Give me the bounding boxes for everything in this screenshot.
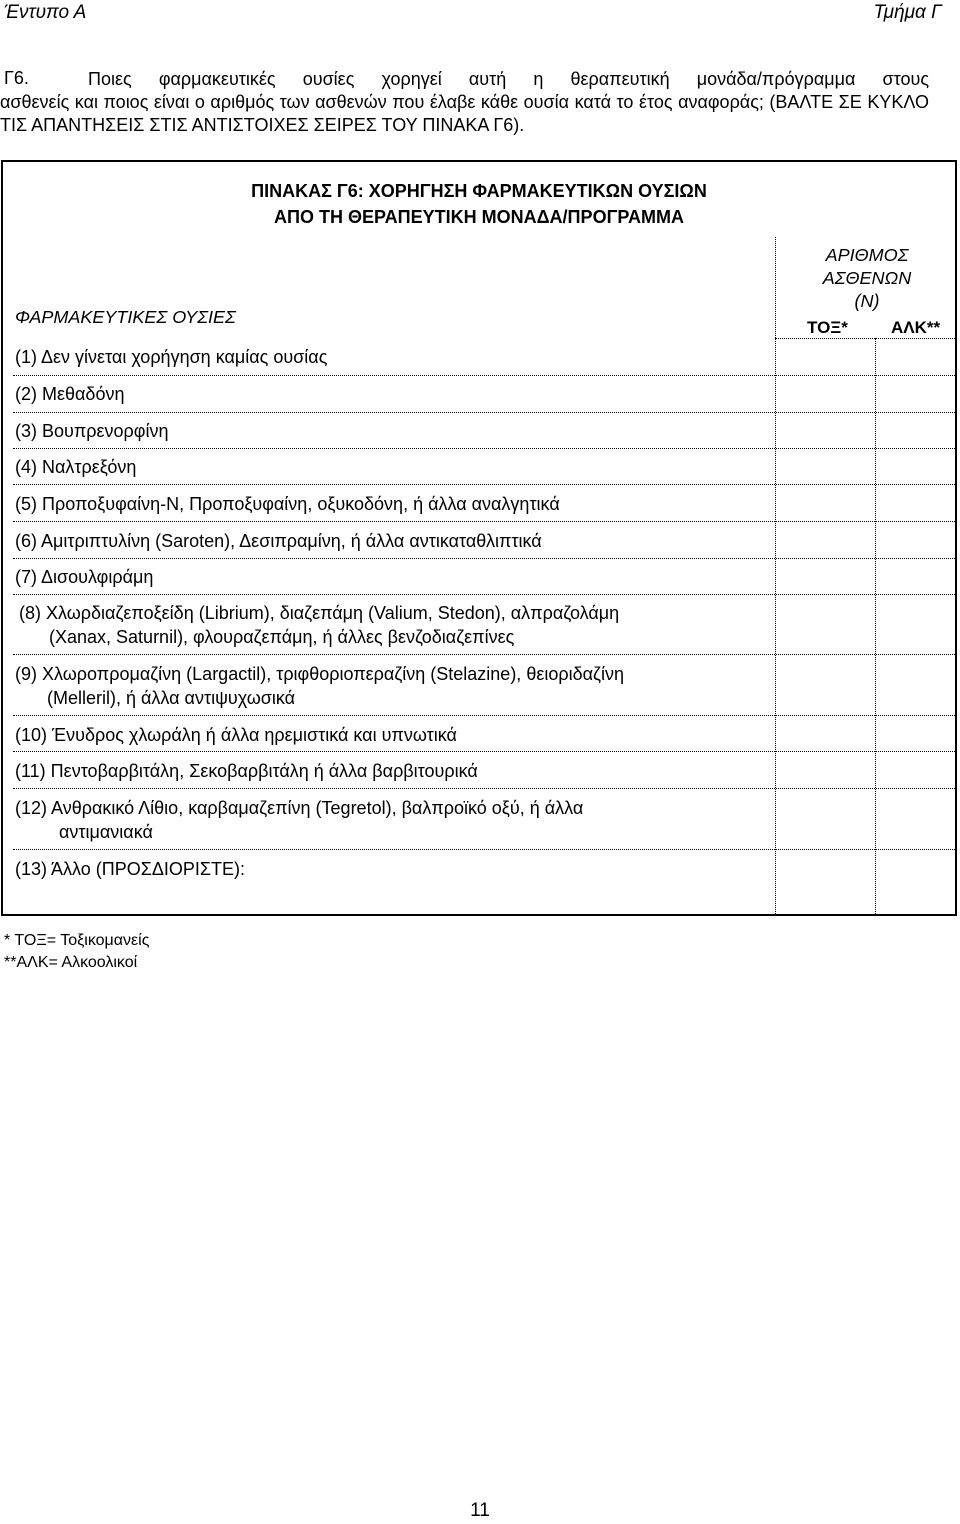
substance-row (15, 759, 775, 783)
substance-label: (4) Ναλτρεξόνη (15, 457, 137, 477)
substance-row (15, 382, 775, 406)
table-title (3, 178, 955, 230)
substance-label: (13) Άλλο (ΠΡΟΣΔΙΟΡΙΣΤΕ): (15, 859, 246, 879)
footnote-tox: * ΤΟΞ= Τοξικομανείς (4, 932, 150, 949)
row-line (13, 412, 957, 413)
substance-row (15, 796, 775, 844)
substance-row (15, 345, 775, 369)
substance-label: (10) Ένυδρος χλωράλη ή άλλα ηρεμιστικά και υπνωτικά (15, 725, 457, 745)
substance-label: (8) Χλωρδιαζεποξείδη (Librium), διαζεπάμη (Valium, Stedon), αλπραζολάμη (19, 603, 620, 623)
substance-label: (1) Δεν γίνεται χορήγηση καμίας ουσίας (15, 347, 328, 367)
substance-label: (11) Πεντοβαρβιτάλη, Σεκοβαρβιτάλη ή άλλα βαρβιτουρικά (15, 761, 478, 781)
alc-column-header: ΑΛΚ** (891, 318, 941, 337)
tox-column-header: ΤΟΞ* (807, 318, 848, 337)
question-rest: ασθενείς και ποιος είναι ο αριθμός των ασθενών που έλαβε κάθε ουσία κατά το έτος αναφοράς; (ΒΑΛΤΕ ΣΕ ΚΥΚΛΟ ΤΙΣ ΑΠΑΝΤΗΣΕΙΣ ΣΤΙΣ ΑΝΤΙΣΤΟΙΧΕΣ ΣΕΙΡΕΣ ΤΟΥ ΠΙΝΑΚΑ Γ6). (0, 92, 929, 135)
substance-row (19, 601, 779, 649)
question-text (0, 68, 929, 137)
row-line (13, 594, 957, 595)
row-line (13, 484, 957, 485)
substance-row (15, 565, 775, 589)
tox-alc-divider (875, 338, 876, 916)
substance-label-continued: (Melleril), ή άλλα αντιψυχωσικά (47, 688, 296, 708)
row-line (13, 751, 957, 752)
substance-label: (9) Χλωροπρομαζίνη (Largactil), τριφθοριοπεραζίνη (Stelazine), θειοριδαζίνη (15, 664, 624, 684)
substances-table (1, 160, 957, 916)
row-line (13, 788, 957, 789)
question-number: Γ6. (4, 68, 29, 88)
patients-column-header (775, 244, 959, 313)
row-line (13, 715, 957, 716)
substance-label: (7) Δισουλφιράμη (15, 567, 154, 587)
row-line (13, 558, 957, 559)
substance-label: (2) Μεθαδόνη (15, 384, 125, 404)
substance-row (15, 723, 775, 747)
page-number: 11 (470, 1500, 490, 1521)
patients-header-line-3: (Ν) (854, 291, 880, 311)
substance-row (15, 419, 775, 443)
substance-label: (6) Αμιτριπτυλίνη (Saroten), Δεσιπραμίνη, ή άλλα αντικαταθλιπτικά (15, 531, 542, 551)
row-line (13, 448, 957, 449)
substance-label: (5) Προποξυφαίνη-Ν, Προποξυφαίνη, οξυκοδόνη, ή άλλα αναλγητικά (15, 494, 560, 514)
row-line (13, 654, 957, 655)
row-line (13, 375, 957, 376)
substance-label-continued: (Xanax, Saturnil), φλουραζεπάμη, ή άλλες βενζοδιαζεπίνες (49, 627, 515, 647)
row-line (13, 849, 957, 850)
form-label: Έντυπο Α (4, 2, 87, 23)
substance-row (15, 662, 775, 710)
question-line-1: Ποιες φαρμακευτικές ουσίες χορηγεί αυτή η θεραπευτική μονάδα/πρόγραμμα στους (88, 69, 929, 89)
patients-header-line-1: ΑΡΙΘΜΟΣ (825, 245, 909, 265)
table-title-line-1: ΠΙΝΑΚΑΣ Γ6: ΧΟΡΗΓΗΣΗ ΦΑΡΜΑΚΕΥΤΙΚΩΝ ΟΥΣΙΩΝ (251, 181, 707, 201)
substance-row (15, 492, 775, 516)
substance-label: (12) Ανθρακικό Λίθιο, καρβαμαζεπίνη (Tegretol), βαλπροϊκό οξύ, ή άλλα (15, 798, 584, 818)
substance-label-continued: αντιμανιακά (59, 822, 153, 842)
substance-row (15, 857, 775, 881)
patients-header-line-2: ΑΣΘΕΝΩΝ (822, 268, 912, 288)
footnote-alc: **ΑΛΚ= Αλκοολικοί (4, 954, 138, 971)
substance-row (15, 529, 775, 553)
row-line (13, 521, 957, 522)
substance-label: (3) Βουπρενορφίνη (15, 421, 169, 441)
table-title-line-2: ΑΠΟ ΤΗ ΘΕΡΑΠΕΥΤΙΚΗ ΜΟΝΑΔΑ/ΠΡΟΓΡΑΜΜΑ (273, 207, 685, 227)
header-divider (775, 338, 957, 339)
substances-column-header: ΦΑΡΜΑΚΕΥΤΙΚΕΣ ΟΥΣΙΕΣ (15, 307, 236, 327)
section-label: Τμήμα Γ (873, 2, 942, 23)
footnotes (4, 930, 149, 974)
substance-row (15, 455, 775, 479)
